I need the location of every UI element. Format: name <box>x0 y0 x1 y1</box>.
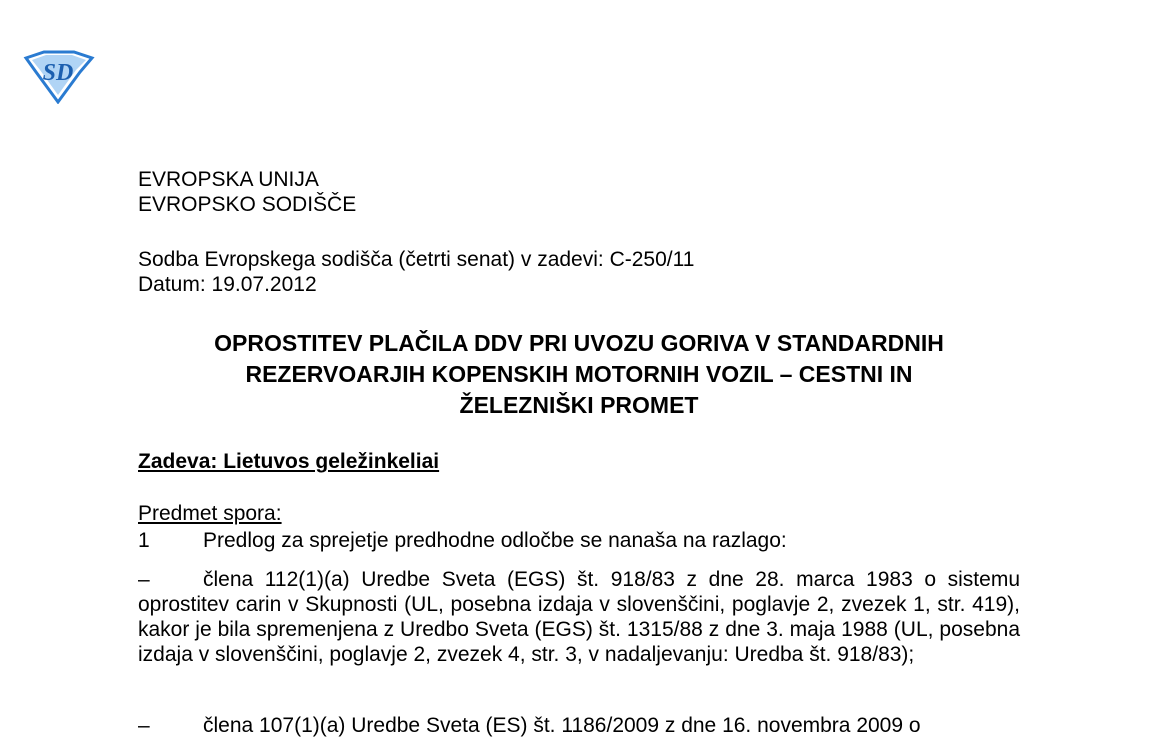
title-line-2: REZERVOARJIH KOPENSKIH MOTORNIH VOZIL – CESTNI IN <box>245 361 913 387</box>
paragraph-1 <box>138 528 1020 553</box>
bullet-text: člena 112(1)(a) Uredbe Sveta (EGS) št. 918/83 z dne 28. marca 1983 o sistemu oprostitev carin v Skupnosti (UL, posebna izdaja v slovenščini, poglavje 2, zvezek 1, str. 419), kakor je bila spremenjena z Uredbo Sveta (EGS) št. 1315/88 z dne 3. maja 1988 (UL, posebna izdaja v slovenščini, poglavje 2, zvezek 4, str. 3, v nadaljevanju: Uredba št. 918/83); <box>138 568 1020 666</box>
paragraph-number: 1 <box>138 529 150 552</box>
document-title <box>138 328 1020 421</box>
title-line-1: OPROSTITEV PLAČILA DDV PRI UVOZU GORIVA V STANDARDNIH <box>214 330 944 356</box>
header-line-court: EVROPSKO SODIŠČE <box>138 193 357 216</box>
sd-logo-icon <box>22 50 96 104</box>
case-date: Datum: 19.07.2012 <box>138 273 317 296</box>
list-item <box>138 713 1020 738</box>
section-heading: Predmet spora: <box>138 502 282 525</box>
title-line-3: ŽELEZNIŠKI PROMET <box>459 392 699 418</box>
header-line-union: EVROPSKA UNIJA <box>138 168 319 191</box>
bullet-text: člena 107(1)(a) Uredbe Sveta (ES) št. 1186/2009 z dne 16. novembra 2009 o <box>203 714 921 737</box>
case-judgment: Sodba Evropskega sodišča (četrti senat) v zadevi: C-250/11 <box>138 248 695 271</box>
header-block <box>138 167 1020 217</box>
paragraph-text: Predlog za sprejetje predhodne odločbe se nanaša na razlago: <box>203 529 787 552</box>
list-item <box>138 567 1020 667</box>
svg-text:SD: SD <box>42 60 74 86</box>
case-info <box>138 247 1020 297</box>
bullet-dash: – <box>138 568 150 591</box>
case-subject: Zadeva: Lietuvos geležinkeliai <box>138 450 440 473</box>
bullet-dash: – <box>138 714 150 737</box>
